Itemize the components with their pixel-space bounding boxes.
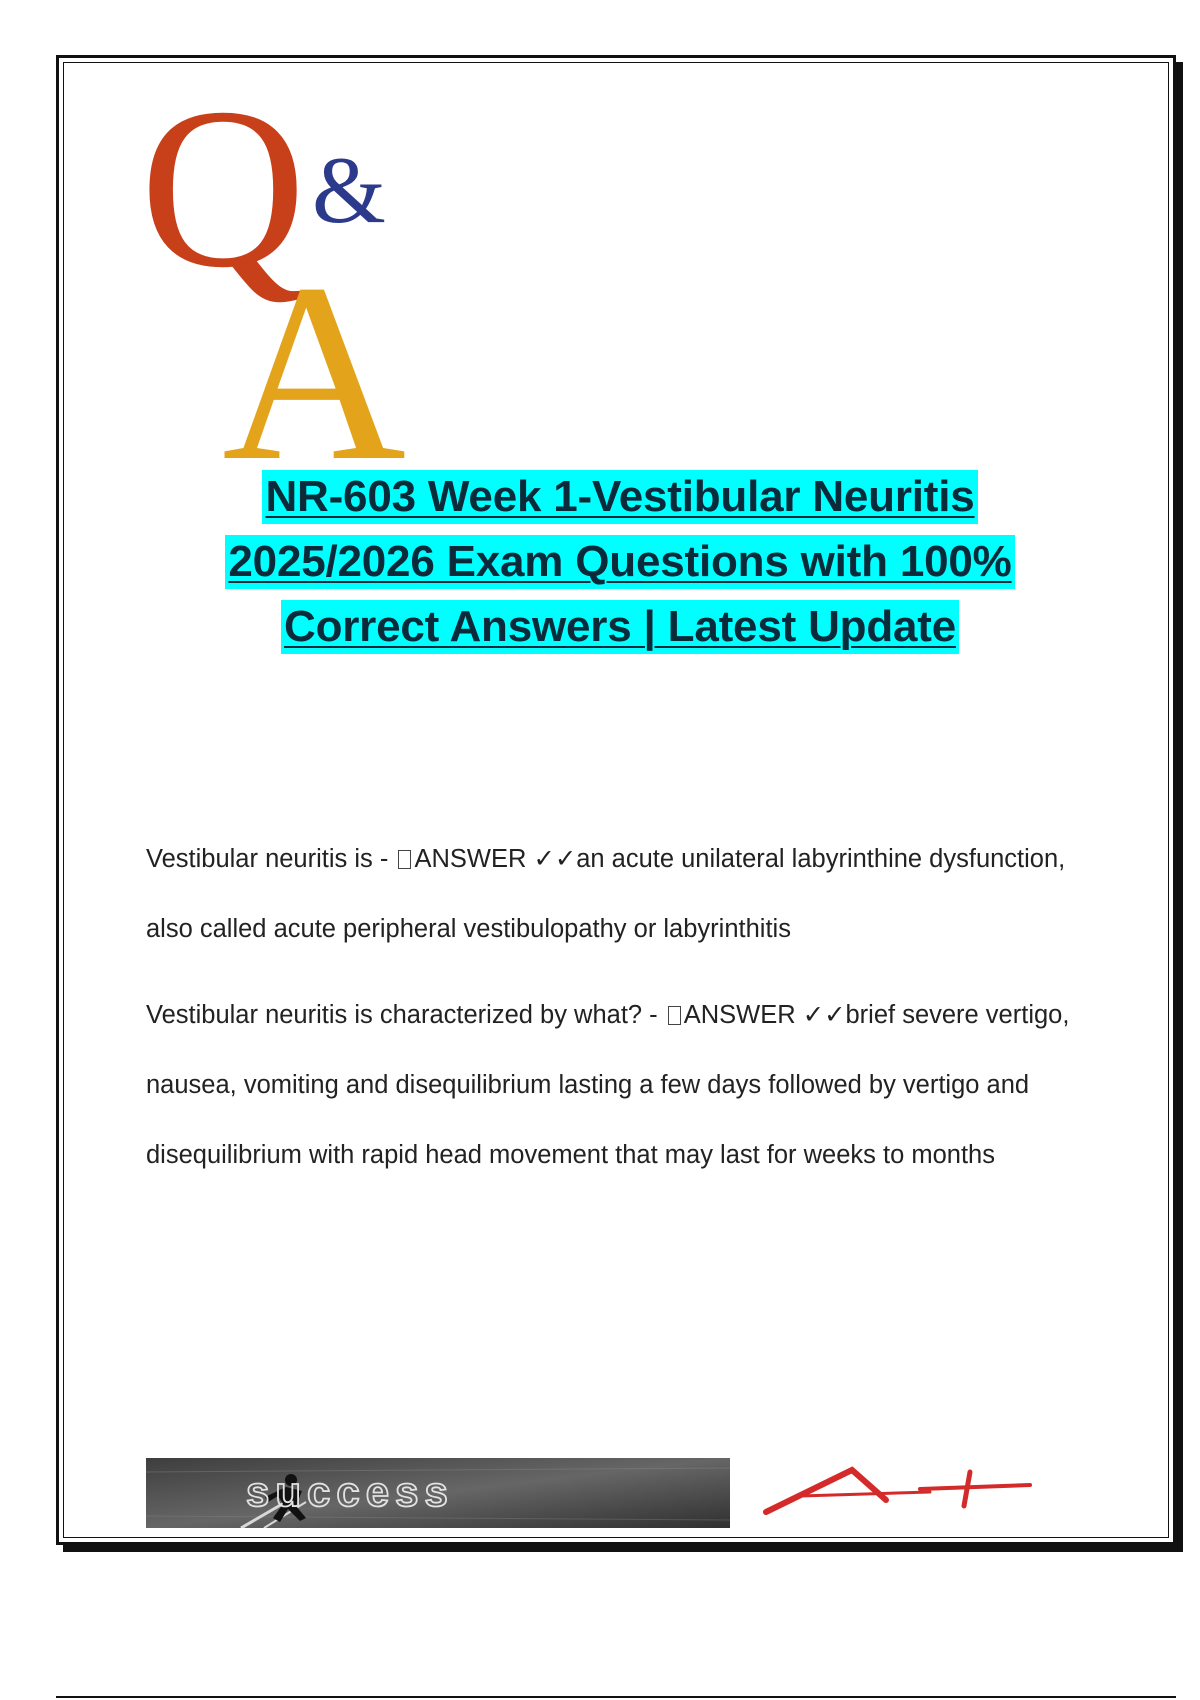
answer-text: brief severe vertigo, nausea, vomiting and disequilibrium lasting a few days followed by vertigo and disequilibrium with rapid head movement that may last for weeks to months (146, 1001, 1070, 1169)
missing-glyph-icon (398, 850, 411, 869)
question-text: Vestibular neuritis is characterized by what? - (146, 1001, 658, 1029)
aplus-logo (760, 1462, 1060, 1522)
answer-marker: ANSWER ✓✓ (683, 1001, 846, 1029)
title-line-1: NR-603 Week 1-Vestibular Neuritis (262, 470, 977, 524)
aplus-logo-mark (766, 1470, 1030, 1512)
success-banner-text: success (246, 1468, 454, 1515)
answer-text: an acute unilateral labyrinthine dysfunction, also called acute peripheral vestibulopathy or labyrinthitis (146, 845, 1066, 943)
missing-glyph-icon (668, 1006, 681, 1025)
qa-logo-ampersand: & (312, 137, 386, 243)
title-line-3: Correct Answers | Latest Update (281, 600, 959, 654)
qa-logo-a: A (222, 232, 407, 470)
qa-item-1 (146, 824, 1106, 964)
qa-logo (140, 70, 440, 470)
answer-marker: ANSWER ✓✓ (414, 845, 577, 873)
footer-rule (56, 1696, 1176, 1698)
document-title (100, 470, 1140, 665)
success-banner (146, 1458, 730, 1528)
qa-logo-q: Q (140, 70, 307, 315)
question-text: Vestibular neuritis is - (146, 845, 389, 873)
qa-item-2 (146, 980, 1106, 1190)
qa-list (146, 842, 1106, 1206)
title-line-2: 2025/2026 Exam Questions with 100% (225, 535, 1014, 589)
